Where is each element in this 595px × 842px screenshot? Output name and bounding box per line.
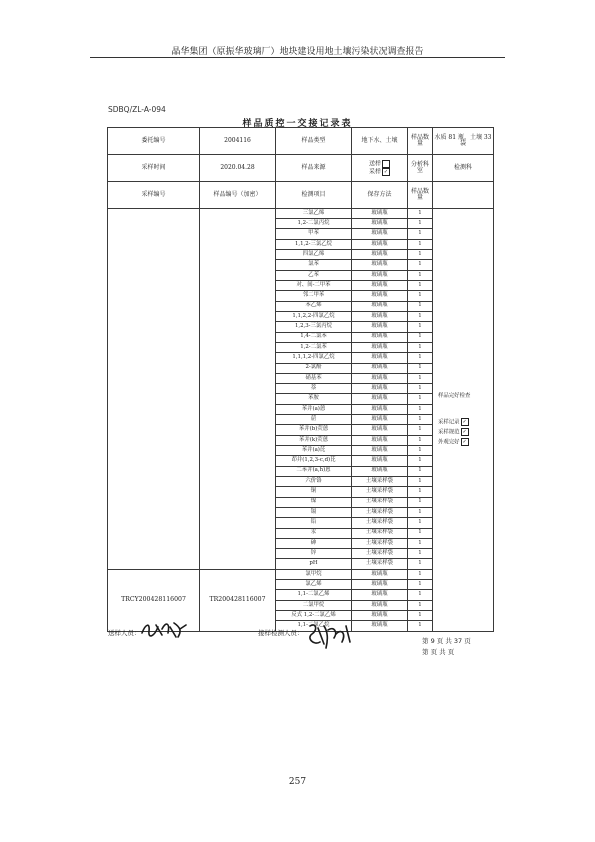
remark-appearance-label: 外观完好 bbox=[438, 439, 460, 446]
preserve-method: 玻璃瓶 bbox=[352, 404, 408, 414]
test-item: pH bbox=[276, 559, 352, 569]
test-item: 䓛 bbox=[276, 415, 352, 425]
test-item: 苯胺 bbox=[276, 394, 352, 404]
col-preserve-method: 保存方法 bbox=[352, 181, 408, 208]
sample-count: 1 bbox=[408, 291, 433, 301]
preserve-method: 玻璃瓶 bbox=[352, 353, 408, 363]
sample-code-cell: TRCY200428116007 bbox=[108, 569, 200, 631]
sample-count: 1 bbox=[408, 456, 433, 466]
preserve-method: 玻璃瓶 bbox=[352, 332, 408, 342]
source-collect-checkbox: ✓ bbox=[383, 168, 389, 175]
test-item: 六价铬 bbox=[276, 476, 352, 486]
test-item: 三氯乙烯 bbox=[276, 208, 352, 218]
sample-count: 1 bbox=[408, 311, 433, 321]
preserve-method: 玻璃瓶 bbox=[352, 311, 408, 321]
sample-count: 1 bbox=[408, 208, 433, 218]
preserve-method: 玻璃瓶 bbox=[352, 363, 408, 373]
sample-count: 1 bbox=[408, 569, 433, 579]
sample-count: 1 bbox=[408, 549, 433, 559]
preserve-method: 玻璃瓶 bbox=[352, 229, 408, 239]
sample-count: 1 bbox=[408, 559, 433, 569]
preserve-method: 玻璃瓶 bbox=[352, 435, 408, 445]
remark-spec-label: 采样规范 bbox=[438, 429, 460, 436]
sample-handover-table bbox=[107, 127, 494, 632]
remark-appearance-checkbox: ✓ bbox=[462, 438, 467, 445]
preserve-method: 玻璃瓶 bbox=[352, 611, 408, 621]
sample-qty-label: 样品数量 bbox=[408, 128, 433, 155]
test-item: 二苯并(a,h)蒽 bbox=[276, 466, 352, 476]
sample-count: 1 bbox=[408, 394, 433, 404]
header-rule bbox=[90, 57, 505, 58]
test-item: 硝基苯 bbox=[276, 373, 352, 383]
column-header-row bbox=[108, 181, 494, 208]
sample-count: 1 bbox=[408, 466, 433, 476]
test-item: 甲苯 bbox=[276, 229, 352, 239]
sample-count: 1 bbox=[408, 476, 433, 486]
remarks-cell bbox=[433, 208, 494, 631]
preserve-method: 玻璃瓶 bbox=[352, 621, 408, 632]
preserve-method: 土壤采样袋 bbox=[352, 538, 408, 548]
sampling-time-label: 采样时间 bbox=[108, 154, 200, 181]
sample-count: 1 bbox=[408, 611, 433, 621]
col-sample-count: 样品数量 bbox=[408, 181, 433, 208]
preserve-method: 土壤采样袋 bbox=[352, 487, 408, 497]
test-item: 铜 bbox=[276, 487, 352, 497]
sample-count: 1 bbox=[408, 538, 433, 548]
preserve-method: 土壤采样袋 bbox=[352, 507, 408, 517]
sample-type-label: 样品类型 bbox=[276, 128, 352, 155]
preserve-method: 玻璃瓶 bbox=[352, 291, 408, 301]
sample-count: 1 bbox=[408, 497, 433, 507]
preserve-method: 玻璃瓶 bbox=[352, 322, 408, 332]
test-item: 苯并(b)荧蒽 bbox=[276, 425, 352, 435]
test-item: 铅 bbox=[276, 518, 352, 528]
preserve-method: 土壤采样袋 bbox=[352, 497, 408, 507]
preserve-method: 玻璃瓶 bbox=[352, 600, 408, 610]
test-item: 镉 bbox=[276, 507, 352, 517]
col-sample-code: 采样编号 bbox=[108, 181, 200, 208]
sample-count: 1 bbox=[408, 363, 433, 373]
test-item: 乙苯 bbox=[276, 270, 352, 280]
sample-no-cell-blank bbox=[200, 208, 276, 569]
preserve-method: 玻璃瓶 bbox=[352, 569, 408, 579]
col-sample-no: 样品编号（加密） bbox=[200, 181, 276, 208]
test-item: 四氯乙烯 bbox=[276, 250, 352, 260]
sample-count: 1 bbox=[408, 239, 433, 249]
test-item: 砷 bbox=[276, 538, 352, 548]
remark-spec-checkbox: ✓ bbox=[462, 428, 467, 435]
test-item: 苯并(k)荧蒽 bbox=[276, 435, 352, 445]
preserve-method: 玻璃瓶 bbox=[352, 239, 408, 249]
preserve-method: 土壤采样袋 bbox=[352, 518, 408, 528]
page-number: 257 bbox=[288, 777, 307, 787]
preserve-method: 土壤采样袋 bbox=[352, 528, 408, 538]
source-send-checkbox bbox=[382, 160, 390, 168]
sample-no-cell: TR200428116007 bbox=[200, 569, 276, 631]
remark-intact-check: 样品完好检查 bbox=[438, 392, 471, 399]
test-item: 1,1,1,2-四氯乙烷 bbox=[276, 353, 352, 363]
analysis-dept-label: 分析科室 bbox=[408, 154, 433, 181]
preserve-method: 玻璃瓶 bbox=[352, 425, 408, 435]
preserve-method: 土壤采样袋 bbox=[352, 549, 408, 559]
test-item: 1,1,2,2-四氯乙烷 bbox=[276, 311, 352, 321]
sample-count: 1 bbox=[408, 507, 433, 517]
preserve-method: 玻璃瓶 bbox=[352, 590, 408, 600]
source-collect-label: 采样 bbox=[368, 168, 381, 176]
test-item: 1,4-二氯苯 bbox=[276, 332, 352, 342]
sample-count: 1 bbox=[408, 404, 433, 414]
sample-count: 1 bbox=[408, 332, 433, 342]
test-item: 二氯甲烷 bbox=[276, 600, 352, 610]
sample-type-value: 地下水、土壤 bbox=[352, 128, 408, 155]
sample-count: 1 bbox=[408, 600, 433, 610]
test-item: 对、间-二甲苯 bbox=[276, 281, 352, 291]
preserve-method: 玻璃瓶 bbox=[352, 580, 408, 590]
source-send-label: 送样 bbox=[368, 160, 381, 168]
sample-count: 1 bbox=[408, 621, 433, 632]
receiver-signature bbox=[306, 620, 354, 650]
test-item: 氯苯 bbox=[276, 260, 352, 270]
preserve-method: 玻璃瓶 bbox=[352, 301, 408, 311]
test-item: 氯乙烯 bbox=[276, 580, 352, 590]
sample-count: 1 bbox=[408, 435, 433, 445]
test-item: 反式 1,2-二氯乙烯 bbox=[276, 611, 352, 621]
test-item: 1,2,3-三氯丙烷 bbox=[276, 322, 352, 332]
preserve-method: 玻璃瓶 bbox=[352, 466, 408, 476]
test-item: 锌 bbox=[276, 549, 352, 559]
sample-count: 1 bbox=[408, 260, 433, 270]
test-item: 1,1-二氯乙烯 bbox=[276, 590, 352, 600]
page-of-blank: 第 页 共 页 bbox=[422, 648, 455, 656]
sample-source-options bbox=[352, 154, 408, 181]
col-remarks-blank bbox=[433, 181, 494, 208]
preserve-method: 玻璃瓶 bbox=[352, 342, 408, 352]
sender-label: 送样人员： bbox=[108, 629, 141, 637]
col-test-item: 检测项目 bbox=[276, 181, 352, 208]
sample-qty-value: 水质 81 瓶、土壤 33 袋 bbox=[433, 128, 494, 155]
sample-count: 1 bbox=[408, 250, 433, 260]
receiver-label: 接样检测人员： bbox=[258, 629, 304, 637]
preserve-method: 玻璃瓶 bbox=[352, 260, 408, 270]
preserve-method: 玻璃瓶 bbox=[352, 373, 408, 383]
preserve-method: 玻璃瓶 bbox=[352, 208, 408, 218]
test-item: 汞 bbox=[276, 528, 352, 538]
sender-signature bbox=[140, 619, 188, 641]
sample-count: 1 bbox=[408, 590, 433, 600]
preserve-method: 玻璃瓶 bbox=[352, 456, 408, 466]
test-item: 1,1-二氯乙烷 bbox=[276, 621, 352, 632]
test-item: 茚并(1,2,3-c,d)芘 bbox=[276, 456, 352, 466]
sample-count: 1 bbox=[408, 353, 433, 363]
sample-count: 1 bbox=[408, 384, 433, 394]
sample-count: 1 bbox=[408, 301, 433, 311]
test-item: 1,2-二氯苯 bbox=[276, 342, 352, 352]
sample-count: 1 bbox=[408, 270, 433, 280]
sample-count: 1 bbox=[408, 342, 433, 352]
test-item: 苯并(a)芘 bbox=[276, 446, 352, 456]
sample-count: 1 bbox=[408, 373, 433, 383]
preserve-method: 玻璃瓶 bbox=[352, 446, 408, 456]
sample-code-cell-blank bbox=[108, 208, 200, 569]
analysis-dept-value: 检测科 bbox=[433, 154, 494, 181]
sample-count: 1 bbox=[408, 487, 433, 497]
sample-count: 1 bbox=[408, 229, 433, 239]
preserve-method: 玻璃瓶 bbox=[352, 250, 408, 260]
preserve-method: 玻璃瓶 bbox=[352, 384, 408, 394]
test-item: 氯甲烷 bbox=[276, 569, 352, 579]
test-item: 2-氯酚 bbox=[276, 363, 352, 373]
commission-no-value: 2004116 bbox=[200, 128, 276, 155]
sample-count: 1 bbox=[408, 528, 433, 538]
preserve-method: 玻璃瓶 bbox=[352, 394, 408, 404]
preserve-method: 土壤采样袋 bbox=[352, 476, 408, 486]
sample-count: 1 bbox=[408, 415, 433, 425]
sample-count: 1 bbox=[408, 446, 433, 456]
test-item: 邻二甲苯 bbox=[276, 291, 352, 301]
preserve-method: 土壤采样袋 bbox=[352, 559, 408, 569]
page-header: 晶华集团（原振华玻璃厂）地块建设用地土壤污染状况调查报告 bbox=[171, 47, 424, 57]
sample-count: 1 bbox=[408, 580, 433, 590]
form-title: 样品质控一交接记录表 bbox=[242, 119, 353, 129]
test-item: 萘 bbox=[276, 384, 352, 394]
sample-count: 1 bbox=[408, 219, 433, 229]
sample-source-label: 样品来源 bbox=[276, 154, 352, 181]
commission-no-label: 委托编号 bbox=[108, 128, 200, 155]
document-code: SDBQ/ZL-A-094 bbox=[108, 105, 166, 114]
sample-count: 1 bbox=[408, 518, 433, 528]
preserve-method: 玻璃瓶 bbox=[352, 281, 408, 291]
preserve-method: 玻璃瓶 bbox=[352, 270, 408, 280]
preserve-method: 玻璃瓶 bbox=[352, 415, 408, 425]
sampling-row bbox=[108, 154, 494, 181]
sample-count: 1 bbox=[408, 281, 433, 291]
remark-record-checkbox: ✓ bbox=[462, 418, 467, 425]
remark-record-label: 采样记录 bbox=[438, 419, 460, 425]
table-row bbox=[108, 208, 494, 218]
page-of: 第 9 页 共 37 页 bbox=[422, 637, 471, 645]
sample-count: 1 bbox=[408, 425, 433, 435]
test-item: 1,1,2-三氯乙烷 bbox=[276, 239, 352, 249]
test-item: 苯并(a)蒽 bbox=[276, 404, 352, 414]
commission-row bbox=[108, 128, 494, 155]
preserve-method: 玻璃瓶 bbox=[352, 219, 408, 229]
sampling-time-value: 2020.04.28 bbox=[200, 154, 276, 181]
test-item: 苯乙烯 bbox=[276, 301, 352, 311]
test-item: 镍 bbox=[276, 497, 352, 507]
sample-count: 1 bbox=[408, 322, 433, 332]
page-info bbox=[422, 636, 471, 658]
test-item: 1,2-二氯丙烷 bbox=[276, 219, 352, 229]
